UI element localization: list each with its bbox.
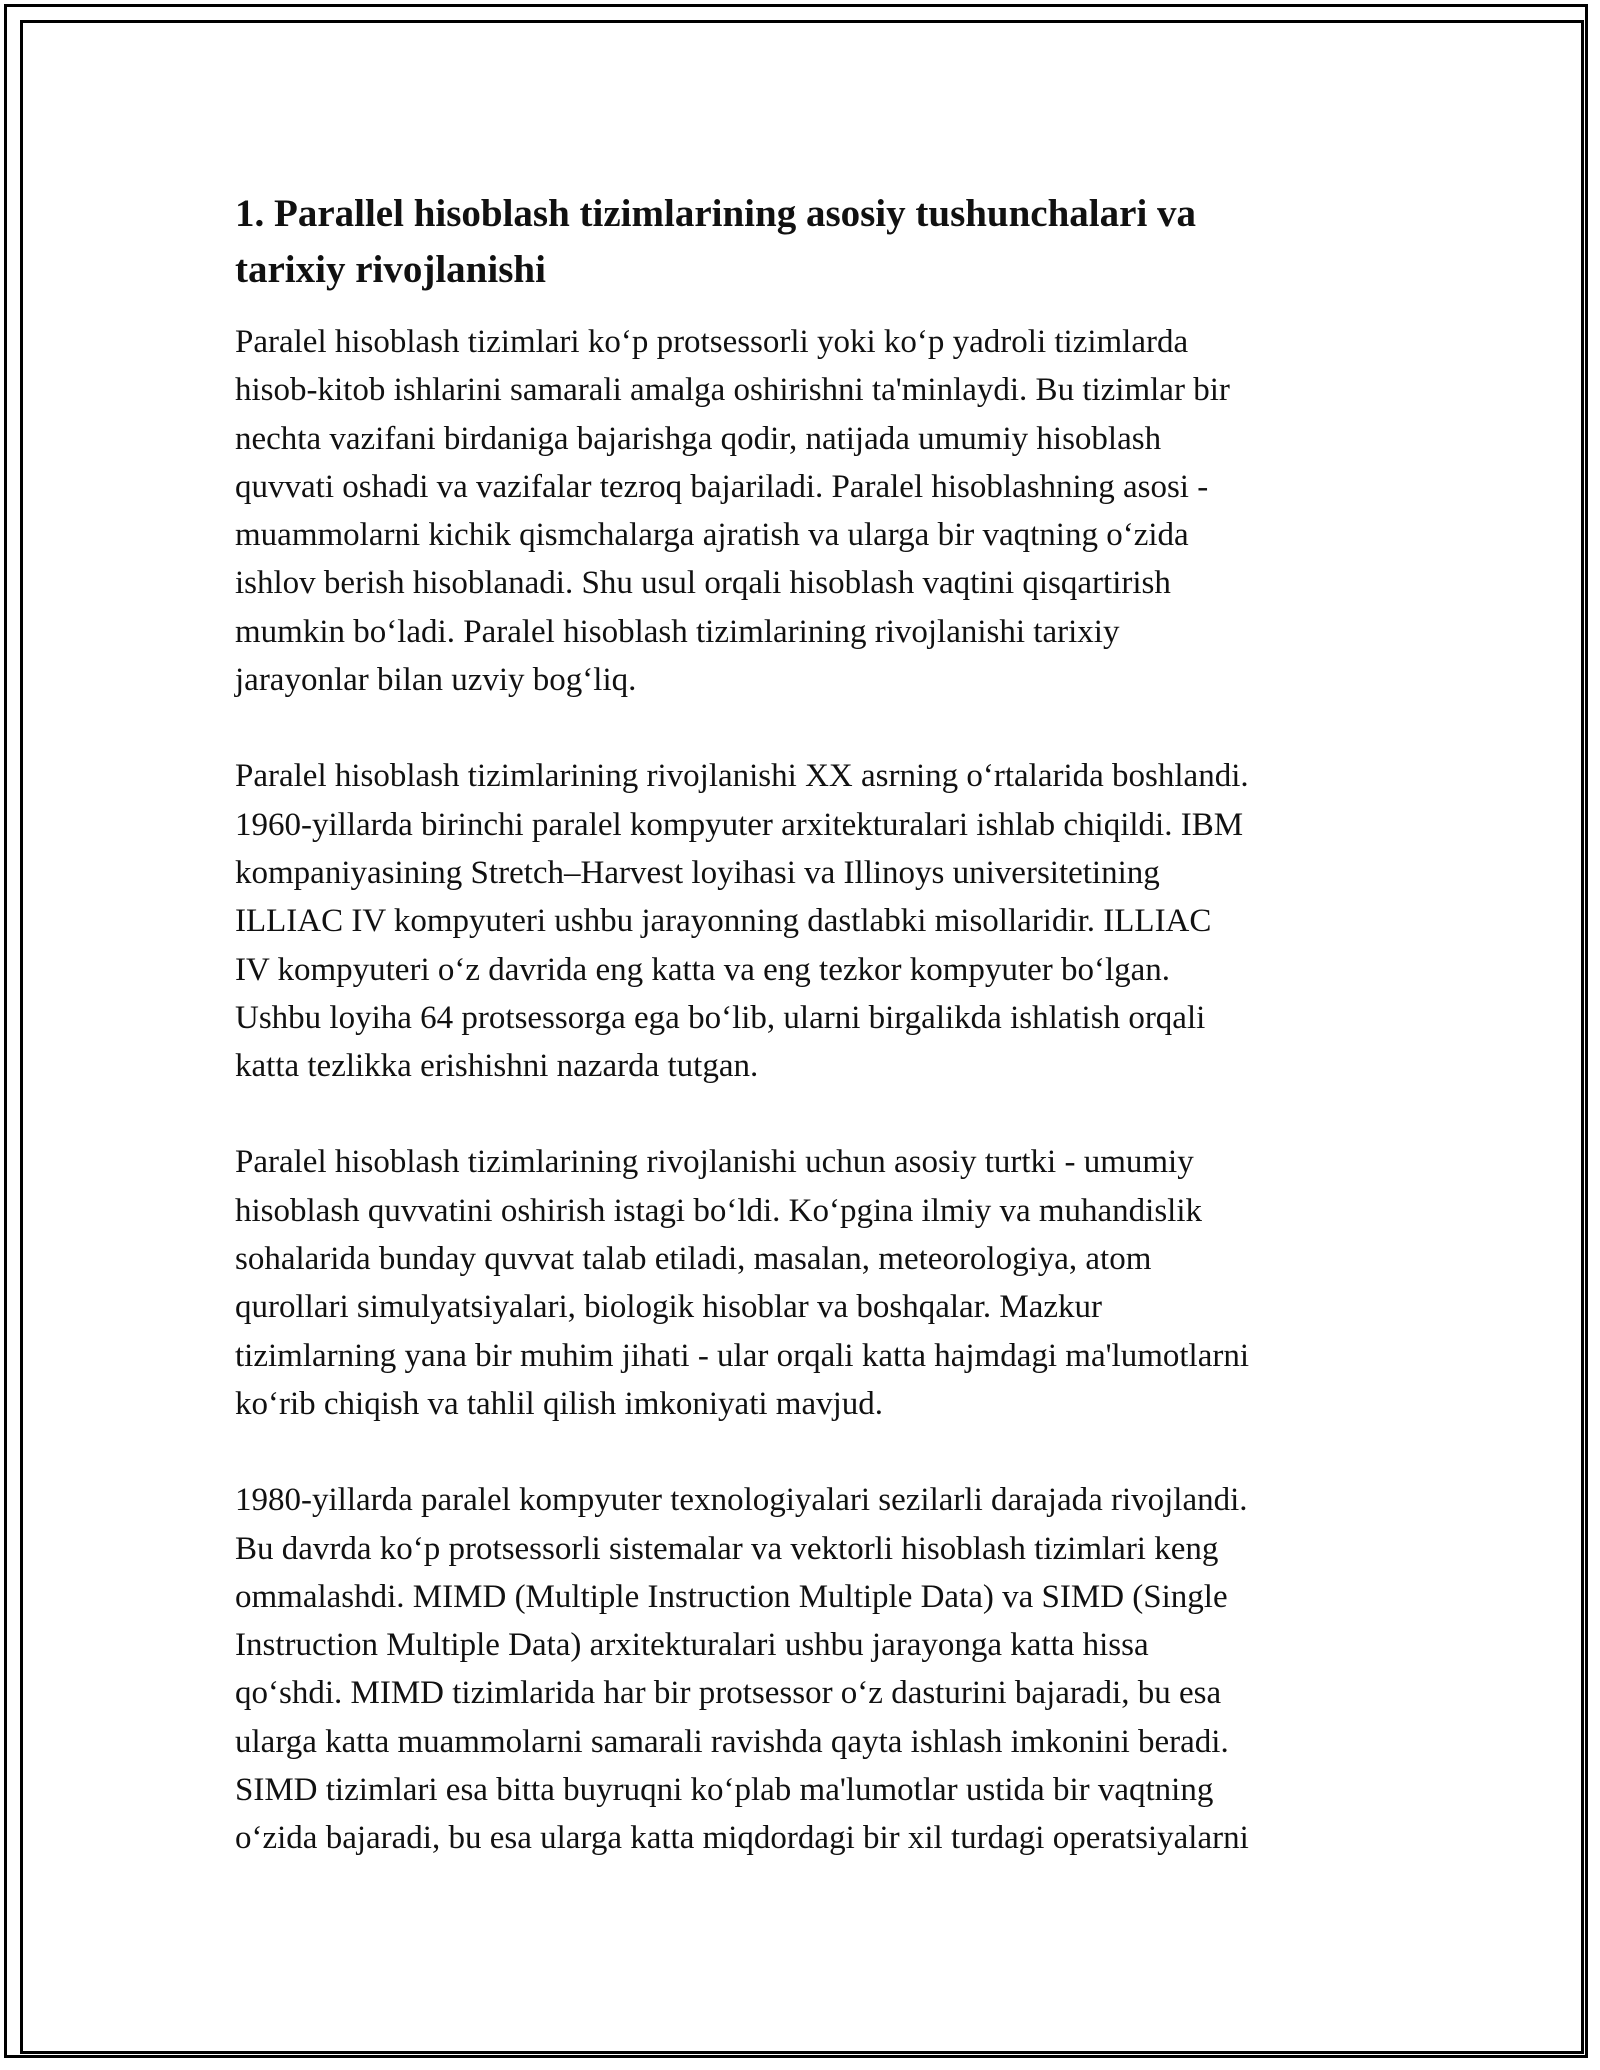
text-line: o‘zida bajaradi, bu esa ularga katta miqdordagi bir xil turdagi operatsiyalarni: [235, 1820, 1249, 1857]
heading-line: 1. Parallel hisoblash tizimlarining asosiy tushunchalari va: [235, 192, 1197, 235]
text-line: hisob-kitob ishlarini samarali amalga oshirishni ta'minlaydi. Bu tizimlar bir: [235, 372, 1230, 409]
text-line: IV kompyuteri o‘z davrida eng katta va eng tezkor kompyuter bo‘lgan.: [235, 951, 1171, 988]
text-line: qo‘shdi. MIMD tizimlarida har bir protsessor o‘z dasturini bajaradi, bu esa: [235, 1675, 1222, 1712]
text-line: hisoblash quvvatini oshirish istagi bo‘ldi. Ko‘pgina ilmiy va muhandislik: [235, 1192, 1203, 1229]
text-line: SIMD tizimlari esa bitta buyruqni ko‘plab ma'lumotlar ustida bir vaqtning: [235, 1772, 1214, 1809]
text-line: qurollari simulyatsiyalari, biologik hisoblar va boshqalar. Mazkur: [235, 1289, 1102, 1326]
text-line: Paralel hisoblash tizimlari ko‘p protsessorli yoki ko‘p yadroli tizimlarda: [235, 324, 1189, 360]
text-line: ularga katta muammolarni samarali ravishda qayta ishlash imkonini beradi.: [235, 1723, 1229, 1760]
text-line: nechta vazifani birdaniga bajarishga qodir, natijada umumiy hisoblash: [235, 420, 1162, 457]
paragraph-1: [235, 318, 1375, 704]
text-line: ishlov berish hisoblanadi. Shu usul orqali hisoblash vaqtini qisqartirish: [235, 565, 1171, 602]
text-line: ILLIAC IV kompyuteri ushbu jarayonning dastlabki misollaridir. ILLIAC: [235, 903, 1212, 940]
paragraph-2: [235, 752, 1375, 1090]
text-line: jarayonlar bilan uzviy bog‘liq.: [235, 662, 637, 699]
text-line: ko‘rib chiqish va tahlil qilish imkoniyati mavjud.: [235, 1385, 884, 1422]
text-line: sohalarida bunday quvvat talab etiladi, masalan, meteorologiya, atom: [235, 1241, 1152, 1278]
text-line: quvvati oshadi va vazifalar tezroq bajariladi. Paralel hisoblashning asosi -: [235, 468, 1209, 505]
text-line: mumkin bo‘ladi. Paralel hisoblash tizimlarining rivojlanishi tarixiy: [235, 613, 1120, 650]
text-line: 1960-yillarda birinchi paralel kompyuter arxitekturalari ishlab chiqildi. IBM: [235, 806, 1244, 843]
text-line: Instruction Multiple Data) arxitekturalari ushbu jarayonga katta hissa: [235, 1627, 1149, 1664]
text-line: 1980-yillarda paralel kompyuter texnologiyalari sezilarli darajada rivojlandi.: [235, 1482, 1248, 1519]
document-content: [235, 186, 1375, 1911]
text-line: ommalashdi. MIMD (Multiple Instruction Multiple Data) va SIMD (Single: [235, 1578, 1228, 1615]
paragraph-3: [235, 1138, 1375, 1428]
text-line: Paralel hisoblash tizimlarining rivojlanishi XX asrning o‘rtalarida boshlandi.: [235, 758, 1249, 795]
text-line: tizimlarning yana bir muhim jihati - ular orqali katta hajmdagi ma'lumotlarni: [235, 1337, 1250, 1374]
text-line: Paralel hisoblash tizimlarining rivojlanishi uchun asosiy turtki - umumiy: [235, 1144, 1194, 1181]
text-line: kompaniyasining Stretch–Harvest loyihasi va Illinoys universitetining: [235, 854, 1160, 891]
text-line: muammolarni kichik qismchalarga ajratish va ularga bir vaqtning o‘zida: [235, 517, 1189, 554]
text-line: Bu davrda ko‘p protsessorli sistemalar va vektorli hisoblash tizimlari keng: [235, 1530, 1219, 1567]
text-line: Ushbu loyiha 64 protsessorga ega bo‘lib, ularni birgalikda ishlatish orqali: [235, 999, 1206, 1036]
paragraph-4: [235, 1476, 1375, 1862]
section-heading: [235, 186, 1375, 298]
heading-line: tarixiy rivojlanishi: [235, 248, 546, 291]
text-line: katta tezlikka erishishni nazarda tutgan.: [235, 1048, 759, 1085]
